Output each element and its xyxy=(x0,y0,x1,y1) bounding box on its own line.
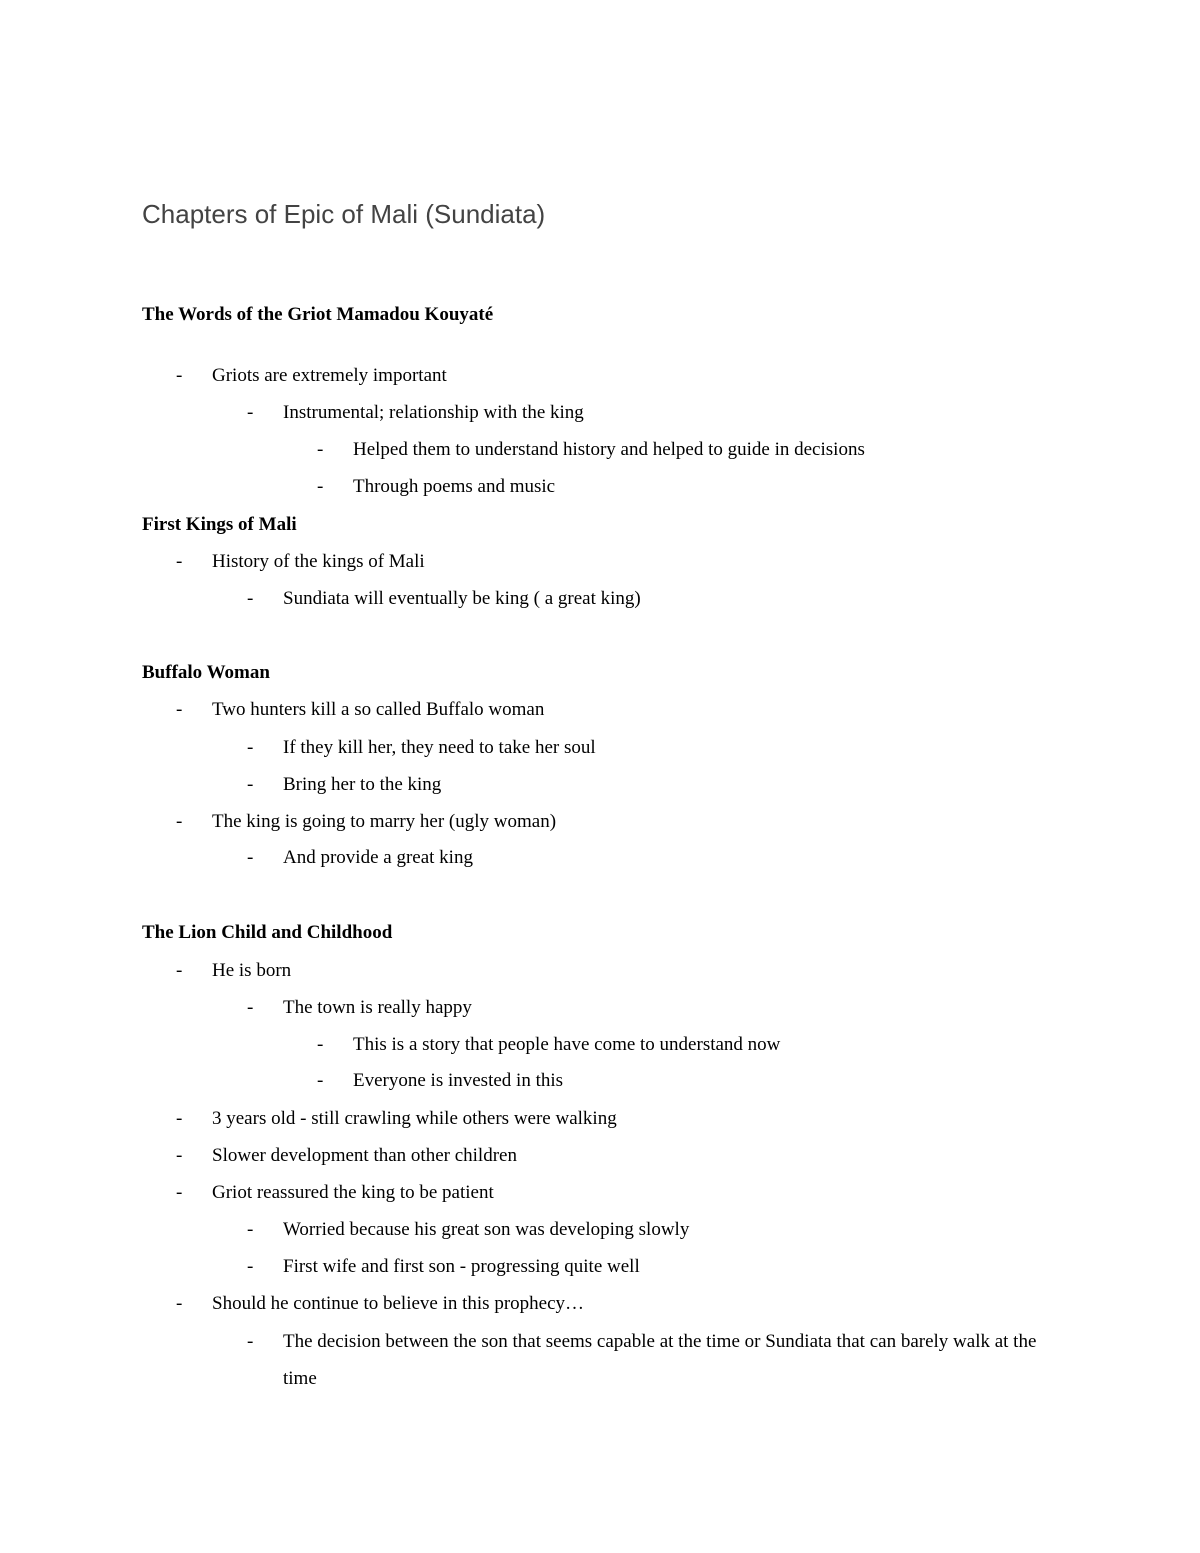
list-item-text: History of the kings of Mali xyxy=(212,551,425,572)
bullet-dash: - xyxy=(176,699,183,720)
bullet-dash: - xyxy=(176,960,183,981)
list-item-text: Through poems and music xyxy=(353,476,556,497)
bullet-dash: - xyxy=(317,476,324,497)
bullet-dash: - xyxy=(247,1256,254,1277)
document-title: Chapters of Epic of Mali (Sundiata) xyxy=(142,199,546,229)
list-item-text: If they kill her, they need to take her soul xyxy=(283,737,596,758)
list-item-text: Griots are extremely important xyxy=(212,365,447,386)
bullet-dash: - xyxy=(247,1219,254,1240)
section-heading: First Kings of Mali xyxy=(142,514,297,535)
list-item-text: He is born xyxy=(212,960,292,981)
bullet-dash: - xyxy=(176,365,183,386)
bullet-dash: - xyxy=(317,439,324,460)
list-item-text: Slower development than other children xyxy=(212,1145,517,1166)
bullet-dash: - xyxy=(176,551,183,572)
list-item-text: Instrumental; relationship with the king xyxy=(283,402,584,423)
bullet-dash: - xyxy=(317,1070,324,1091)
list-item-text: Sundiata will eventually be king ( a great king) xyxy=(283,588,641,609)
bullet-dash: - xyxy=(247,997,254,1018)
bullet-dash: - xyxy=(176,1108,183,1129)
list-item-text: The town is really happy xyxy=(283,997,472,1018)
list-item-text: Should he continue to believe in this prophecy… xyxy=(212,1293,585,1314)
section-heading: The Lion Child and Childhood xyxy=(142,922,393,943)
list-item-text: 3 years old - still crawling while others were walking xyxy=(212,1108,617,1129)
list-item-text: First wife and first son - progressing quite well xyxy=(283,1256,640,1277)
bullet-dash: - xyxy=(176,1293,183,1314)
list-item-text: Worried because his great son was developing slowly xyxy=(283,1219,690,1240)
bullet-dash: - xyxy=(247,774,254,795)
list-item-text: Bring her to the king xyxy=(283,774,442,795)
list-item-text: Griot reassured the king to be patient xyxy=(212,1182,494,1203)
list-item-text: The decision between the son that seems capable at the time or Sundiata that can barely walk at the time xyxy=(283,1331,1037,1389)
list-item-text: And provide a great king xyxy=(283,847,473,868)
bullet-dash: - xyxy=(247,1331,254,1352)
bullet-dash: - xyxy=(176,1182,183,1203)
list-item-text: Two hunters kill a so called Buffalo woman xyxy=(212,699,545,720)
bullet-dash: - xyxy=(176,811,183,832)
bullet-dash: - xyxy=(247,402,254,423)
list-item-text: Helped them to understand history and helped to guide in decisions xyxy=(353,439,865,460)
section-heading: The Words of the Griot Mamadou Kouyaté xyxy=(142,304,494,325)
bullet-dash: - xyxy=(247,737,254,758)
bullet-dash: - xyxy=(176,1145,183,1166)
section-heading: Buffalo Woman xyxy=(142,662,270,683)
list-item-text: Everyone is invested in this xyxy=(353,1070,564,1091)
list-item-text: The king is going to marry her (ugly woman) xyxy=(212,811,557,832)
bullet-dash: - xyxy=(247,847,254,868)
list-item-text: This is a story that people have come to understand now xyxy=(353,1034,781,1055)
bullet-dash: - xyxy=(247,588,254,609)
bullet-dash: - xyxy=(317,1034,324,1055)
